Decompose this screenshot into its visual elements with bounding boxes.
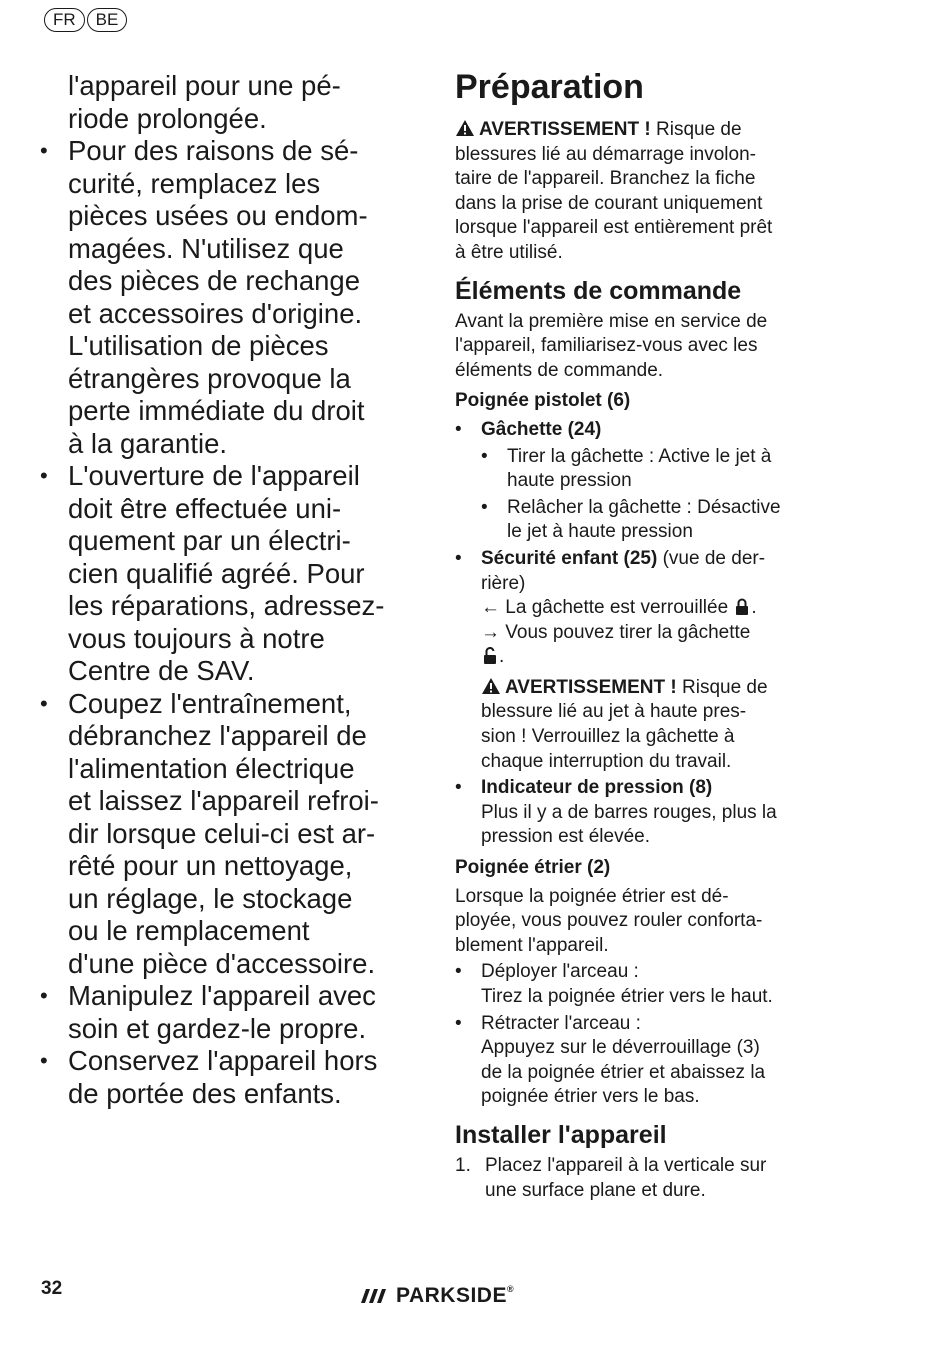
list-item-child-safety: • Sécurité enfant (25) (vue de der- rière) bbox=[455, 547, 835, 596]
lock-closed-icon bbox=[735, 598, 749, 615]
unlocked-state-line: → Vous pouvez tirer la gâchette . bbox=[481, 621, 751, 668]
list-item-deploy-handle: • Déployer l'arceau : Tirez la poignée étrier vers le haut. bbox=[455, 960, 835, 1009]
warning-label: AVERTISSEMENT ! bbox=[479, 119, 651, 140]
warning-high-pressure: AVERTISSEMENT ! Risque de blessure lié au jet à haute pres- sion ! Verrouillez la gâchette à chaque interruption du travail. bbox=[481, 676, 768, 772]
brand-logo bbox=[360, 1284, 514, 1308]
lang-badge-fr: FR bbox=[44, 8, 85, 32]
install-steps bbox=[455, 1154, 835, 1203]
safety-bullet-spare-parts: • Pour des raisons de sé- curité, remplacez les pièces usées ou endom- magées. N'utilisez que des pièces de rechange et accessoires d'origine. L'utilisation de pièces étrangères provoque la perte immédiate du droit à la garantie. bbox=[40, 135, 420, 460]
left-column bbox=[40, 70, 420, 1110]
safety-bullet-list bbox=[40, 135, 420, 1110]
stirrup-intro: Lorsque la poignée étrier est dé- ployée, vous pouvez rouler conforta- blement l'appareil. bbox=[455, 885, 763, 956]
text-line: riode prolongée. bbox=[68, 102, 267, 134]
continued-paragraph bbox=[40, 70, 420, 135]
language-badges bbox=[44, 8, 127, 32]
controls-intro: Avant la première mise en service de l'appareil, familiarisez-vous avec les éléments de commande. bbox=[455, 310, 768, 381]
safety-bullet-children: • Conservez l'appareil hors de portée des enfants. bbox=[40, 1045, 420, 1110]
list-item-release-trigger: • Relâcher la gâchette : Désactive le jet à haute pression bbox=[481, 496, 835, 545]
section-heading-install: Installer l'appareil bbox=[455, 1120, 667, 1149]
safety-bullet-switch-off: • Coupez l'entraînement, débranchez l'appareil de l'alimentation électrique et laissez l'appareil refroi- dir lorsque celui-ci est ar- rêté pour un nettoyage, un réglage, le stockage ou le remplacement d'une pièce d'accessoire. bbox=[40, 688, 420, 981]
arrow-left-icon: ← bbox=[481, 597, 500, 619]
brand-name: PARKSIDE® bbox=[396, 1284, 515, 1307]
locked-state-line: ← La gâchette est verrouillée . bbox=[481, 597, 757, 619]
arrow-right-icon: → bbox=[481, 621, 500, 643]
lock-open-icon bbox=[483, 647, 497, 664]
pistol-grip-list bbox=[455, 418, 835, 596]
list-item-trigger: • Gâchette (24) • Tirer la gâchette : Active le jet à haute pression • Relâcher la gâchette : Désactive le jet à haute pression bbox=[455, 418, 835, 545]
section-title-preparation: Préparation bbox=[455, 68, 644, 106]
safety-bullet-opening: • L'ouverture de l'appareil doit être effectuée uni- quement par un électri- cien qualifié agréé. Pour les réparations, adressez- vous toujours à notre Centre de SAV. bbox=[40, 460, 420, 688]
install-step: 1. Placez l'appareil à la verticale sur une surface plane et dure. bbox=[455, 1154, 767, 1201]
page-number: 32 bbox=[41, 1278, 63, 1299]
section-heading-controls: Éléments de commande bbox=[455, 276, 742, 305]
subheading-pistol-grip: Poignée pistolet (6) bbox=[455, 390, 631, 412]
lang-badge-be: BE bbox=[87, 8, 128, 32]
right-column bbox=[455, 66, 835, 1203]
list-item-pressure-indicator: • Indicateur de pression (8) Plus il y a de barres rouges, plus la pression est élevée. bbox=[455, 776, 835, 850]
list-item-retract-handle: • Rétracter l'arceau : Appuyez sur le déverrouillage (3) de la poignée étrier et abaissez la poignée étrier vers le bas. bbox=[455, 1012, 835, 1110]
warning-triangle-icon bbox=[455, 119, 475, 137]
trigger-sublist bbox=[481, 445, 835, 545]
warning-label: AVERTISSEMENT ! bbox=[505, 676, 677, 698]
pressure-list bbox=[455, 776, 835, 850]
list-item-pull-trigger: • Tirer la gâchette : Active le jet à haute pression bbox=[481, 445, 835, 494]
brand-slashes-icon bbox=[360, 1286, 390, 1306]
warning-startup: AVERTISSEMENT ! Risque de blessures lié au démarrage involon- taire de l'appareil. Branchez la fiche dans la prise de courant uniquement lorsque l'appareil est entièrement prêt à être utilisé. bbox=[455, 119, 773, 263]
warning-triangle-icon bbox=[481, 677, 501, 695]
stirrup-list bbox=[455, 960, 835, 1110]
safety-bullet-handle-care: • Manipulez l'appareil avec soin et gardez-le propre. bbox=[40, 980, 420, 1045]
subheading-stirrup-handle: Poignée étrier (2) bbox=[455, 857, 611, 879]
text-line: l'appareil pour une pé- bbox=[68, 70, 341, 101]
